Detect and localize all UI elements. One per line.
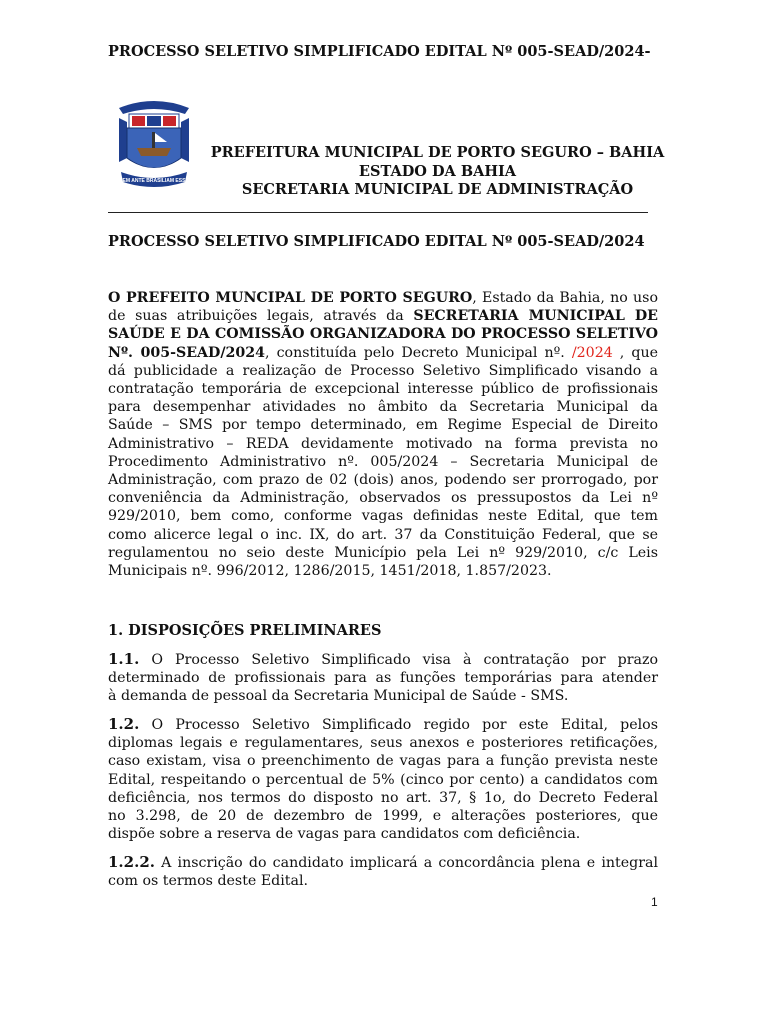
intro-line: Saúde – SMS por tempo determinado, em Regime Especial de Direito bbox=[108, 417, 658, 434]
municipal-coat-of-arms-icon bbox=[115, 98, 193, 190]
header-municipality: PREFEITURA MUNICIPAL DE PORTO SEGURO – BAHIA bbox=[210, 144, 665, 161]
decree-number-placeholder: /2024 bbox=[571, 344, 613, 361]
clause-1-2-2 bbox=[108, 853, 658, 890]
clause-line: 1.2.2. A inscrição do candidato implicará a concordância plena e integral bbox=[108, 853, 658, 871]
intro-line: Administrativo – REDA devidamente motivado na forma prevista no bbox=[108, 435, 658, 452]
document-top-title: PROCESSO SELETIVO SIMPLIFICADO EDITAL Nº 005-SEAD/2024- bbox=[108, 43, 651, 60]
crest-banner-text: SEM ANTE BRASILIAM ESSE bbox=[119, 178, 189, 184]
section-heading: 1. DISPOSIÇÕES PRELIMINARES bbox=[108, 622, 382, 639]
intro-line: para desempenhar atividades no âmbito da Secretaria Municipal da bbox=[108, 399, 658, 416]
clause-line: Edital, respeitando o percentual de 5% (cinco por cento) a candidatos com bbox=[108, 771, 658, 788]
clause-1-1 bbox=[108, 650, 658, 706]
clause-number: 1.2. bbox=[108, 715, 140, 733]
clause-number: 1.1. bbox=[108, 650, 140, 668]
intro-line: SAÚDE E DA COMISSÃO ORGANIZADORA DO PROCESSO SELETIVO bbox=[108, 326, 658, 343]
clause-line: com os termos deste Edital. bbox=[108, 873, 308, 890]
clause-line: no 3.298, de 20 de dezembro de 1999, e alterações posteriores, que bbox=[108, 808, 658, 825]
intro-line: dá publicidade a realização de Processo Seletivo Simplificado visando a bbox=[108, 362, 658, 379]
clause-line: à demanda de pessoal da Secretaria Municipal de Saúde - SMS. bbox=[108, 688, 569, 705]
document-title: PROCESSO SELETIVO SIMPLIFICADO EDITAL Nº 005-SEAD/2024 bbox=[108, 233, 645, 250]
header-divider bbox=[108, 212, 648, 213]
header-state: ESTADO DA BAHIA bbox=[358, 163, 517, 180]
intro-paragraph bbox=[108, 289, 658, 580]
clause-line: dispõe sobre a reserva de vagas para candidatos com deficiência. bbox=[108, 826, 581, 843]
clause-line: caso existam, visa o preenchimento de vagas para a função prevista neste bbox=[108, 753, 658, 770]
clause-line: deficiência, nos termos do disposto no art. 37, § 1o, do Decreto Federal bbox=[108, 789, 658, 806]
intro-line: O PREFEITO MUNCIPAL DE PORTO SEGURO, Estado da Bahia, no uso bbox=[108, 290, 658, 306]
intro-line: conveniência da Administração, observados os pressupostos da Lei nº bbox=[108, 490, 658, 507]
clause-line: 1.2. O Processo Seletivo Simplificado regido por este Edital, pelos bbox=[108, 715, 658, 733]
intro-line: Municipais nº. 996/2012, 1286/2015, 1451/2018, 1.857/2023. bbox=[108, 563, 552, 580]
intro-line: Nº. 005-SEAD/2024, constituída pelo Decreto Municipal nº. /2024 , que bbox=[108, 344, 658, 361]
page-number: 1 bbox=[651, 895, 658, 909]
intro-line: regulamentou no seio deste Município pela Lei nº 929/2010, c/c Leis bbox=[108, 544, 658, 561]
clause-line: diplomas legais e regulamentares, seus anexos e posteriores retificações, bbox=[108, 735, 658, 752]
intro-line: como alicerce legal o inc. IX, do art. 37 da Constituição Federal, que se bbox=[108, 526, 658, 543]
header-secretariat: SECRETARIA MUNICIPAL DE ADMINISTRAÇÃO bbox=[241, 181, 634, 198]
intro-line: 929/2010, bem como, conforme vagas definidas neste Edital, que tem bbox=[108, 508, 658, 525]
clause-number: 1.2.2. bbox=[108, 853, 155, 871]
intro-line: Administração, com prazo de 02 (dois) anos, podendo ser prorrogado, por bbox=[108, 472, 658, 489]
clause-line: determinado de profissionais para as funções temporárias para atender bbox=[108, 670, 658, 687]
intro-line: de suas atribuições legais, através da SECRETARIA MUNICIPAL DE bbox=[108, 308, 658, 325]
intro-line: Procedimento Administrativo nº. 005/2024 – Secretaria Municipal de bbox=[108, 453, 658, 470]
clause-1-2 bbox=[108, 715, 658, 843]
intro-line: contratação temporária de excepcional interesse público de profissionais bbox=[108, 381, 658, 398]
clause-line: 1.1. O Processo Seletivo Simplificado visa à contratação por prazo bbox=[108, 650, 658, 668]
